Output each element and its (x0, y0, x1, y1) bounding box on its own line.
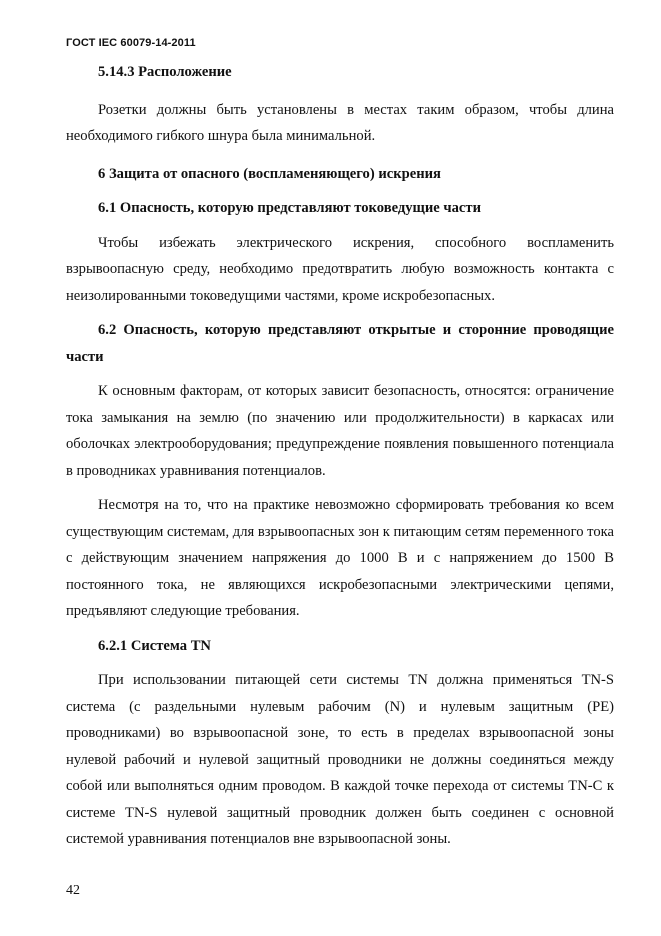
heading-6-1: 6.1 Опасность, которую представляют токоведущие части (98, 200, 481, 216)
paragraph-6-1: Чтобы избежать электрического искрения, способного воспламенить взрывоопасную среду, необходимо предотвратить любую возможность контакта с неизолированными токоведущими частями, кроме искробезопасных. (66, 234, 614, 304)
page-content (66, 59, 614, 853)
paragraph-6-2-1: При использовании питающей сети системы TN должна применяться TN-S система (с раздельными нулевым рабочим (N) и нулевым защитным (PE) проводниками) во взрывоопасной зоне, то есть в пределах взрывоопасной зоны нулевой рабочий и нулевой защитный проводники не должны соединяться между собой или выполняться одним проводом. В каждой точке перехода от системы TN-C к системе TN-S нулевой защитный проводник должен быть соединен с основной системой уравнивания потенциалов вне взрывоопасной зоны. (66, 672, 614, 847)
paragraph-5-14-3: Розетки должны быть установлены в местах таким образом, чтобы длина необходимого гибкого шнура была минимальной. (66, 101, 614, 144)
heading-6-2-1: 6.2.1 Система TN (98, 637, 211, 654)
heading-6: 6 Защита от опасного (воспламеняющего) искрения (98, 165, 441, 182)
heading-6-2: 6.2 Опасность, которую представляют открытые и сторонние проводящие части (66, 322, 614, 365)
page-number: 42 (66, 883, 80, 898)
paragraph-6-2-factors: К основным факторам, от которых зависит безопасность, относятся: ограничение тока замыкания на землю (по значению или продолжительности) в каркасах или оболочках электрооборудования; предупреждение появления повышенного потенциала в проводниках уравнивания потенциалов. (66, 383, 614, 479)
heading-5-14-3: 5.14.3 Расположение (98, 64, 232, 80)
paragraph-6-2-requirements: Несмотря на то, что на практике невозможно сформировать требования ко всем существующим системам, для взрывоопасных зон к питающим сетям переменного тока с действующим значением напряжения до 1000 В и с напряжением до 1500 В постоянного тока, не являющихся искробезопасными электрическими цепями, предъявляют следующие требования. (66, 497, 614, 619)
document-code: ГОСТ IEC 60079-14-2011 (66, 37, 196, 49)
